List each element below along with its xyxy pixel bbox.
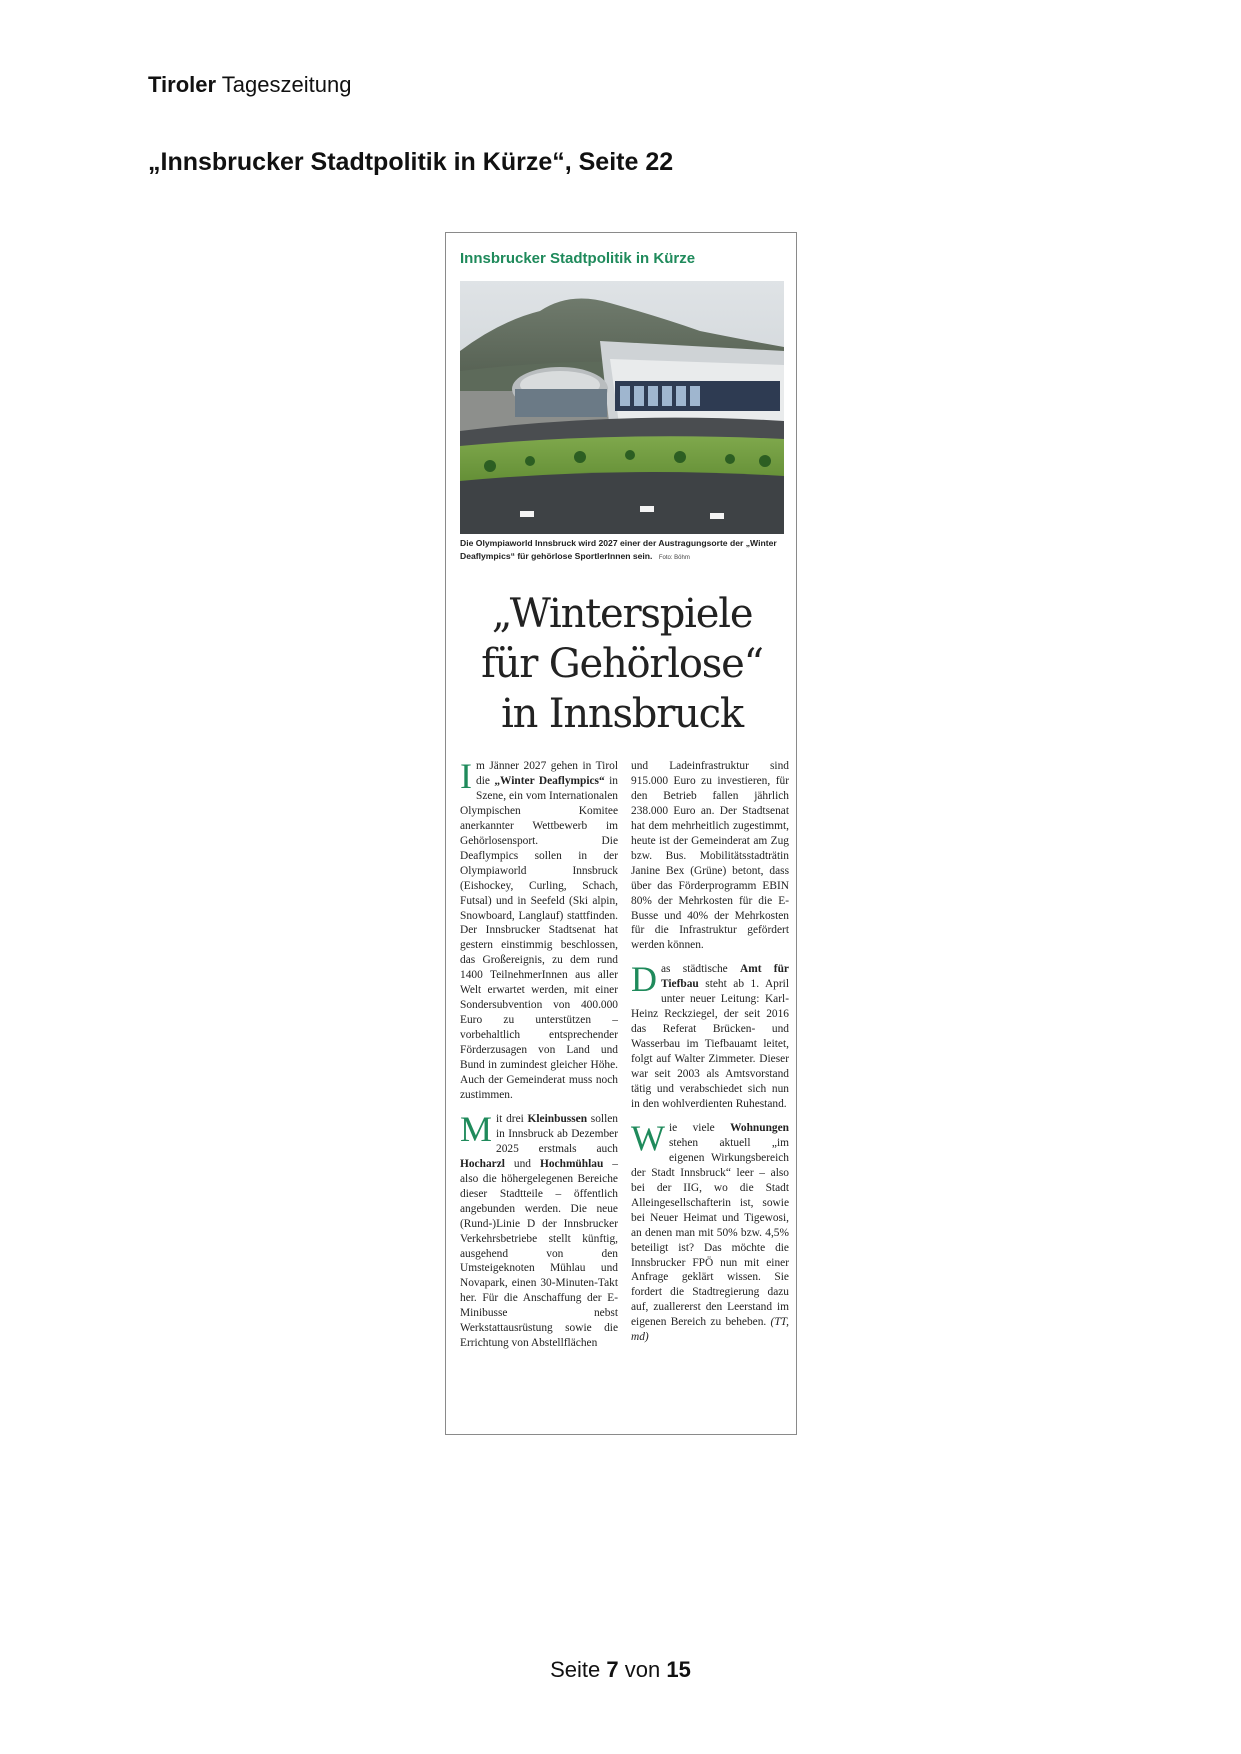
page-number xyxy=(0,1657,1241,1683)
dropcap: I xyxy=(460,756,472,796)
paragraph-bold: „Winter Deaflympics“ xyxy=(494,774,605,787)
newspaper-name-bold: Tiroler xyxy=(148,72,217,97)
author-signature: (TT, md) xyxy=(631,1316,789,1344)
dropcap: M xyxy=(460,1108,493,1149)
headline-line-1: „Winterspiele xyxy=(491,591,753,637)
paragraph-text: ie viele xyxy=(668,1121,731,1134)
paragraph-bold: Hocharzl xyxy=(460,1157,505,1170)
paragraph-text: m Jänner 2027 gehen in Tirol die xyxy=(476,760,618,787)
page-of: von xyxy=(624,1657,661,1682)
paragraph-kleinbusse-continued: und Ladeinfrastruktur sind 915.000 Euro zu investieren, für den Betrieb fallen jährlich 238.000 Euro an. Der Stadtsenat hat dem mehrheitlich zugestimmt, heute ist der Gemeinderat am Zug bzw. Bus. Mobilitätsstadträtin Janine Bex (Grüne) betont, dass über das Förderprogramm EBIN 80% der Mehrkosten für die E-Busse und 40% der Mehrkosten für die Infrastruktur gefördert werden können. xyxy=(631,760,789,952)
current-page: 7 xyxy=(606,1657,619,1682)
paragraph-wohnungen xyxy=(631,1117,789,1345)
paragraph-deaflympics xyxy=(460,756,618,1103)
paragraph-text: it drei xyxy=(496,1112,528,1125)
paragraph-bold: Wohnungen xyxy=(730,1121,789,1134)
paragraph-kleinbusse xyxy=(460,1108,619,1351)
headline-line-3: in Innsbruck xyxy=(501,691,743,737)
photo-credit: Foto: Böhm xyxy=(658,555,690,561)
article-column-right xyxy=(631,759,789,1354)
newspaper-clipping xyxy=(445,232,797,1435)
paragraph-tiefbau xyxy=(631,959,789,1112)
total-pages: 15 xyxy=(666,1657,691,1682)
photo-caption-text: Die Olympiaworld Innsbruck wird 2027 einer der Austragungsorte der „Winter Deaflympics“ für gehörlose SportlerInnen sein. xyxy=(460,538,777,561)
article-headline xyxy=(446,589,798,739)
paragraph-text: steht ab 1. April unter neuer Leitung: Karl-Heinz Reckziegel, der seit 2016 das Referat Brücken- und Wasserbau im Tiefbauamt leitet, folgt auf Walter Zimmeter. Dieser war seit 2003 als Amtsvorstand tätig und verabschiedet sich nun in den wohlverdienten Ruhestand. xyxy=(631,978,789,1110)
paragraph-bold: Kleinbussen xyxy=(527,1112,588,1125)
paragraph-text: in Szene, ein vom Internationalen Olympischen Komitee anerkannter Wettbewerb im Gehörlosensport. Die Deaflympics sollen in der Olympiaworld Innsbruck (Eishockey, Curling, Schach, Futsal) und in Seefeld (Ski alpin, Snowboard, Langlauf) stattfinden. Der Innsbrucker Stadtsenat hat gestern einstimmig beschlossen, das Großereignis, zu dem rund 1400 TeilnehmerInnen aus aller Welt erwartet werden, mit einer Sondersubvention von 400.000 Euro zu unterstützen – vorbehaltlich entsprechender Förderzusagen von Land und Bund in zumindest gleicher Höhe. Auch der Gemeinderat muss noch zustimmen. xyxy=(460,774,618,1101)
clipping-kicker: Innsbrucker Stadtpolitik in Kürze xyxy=(460,250,696,267)
dropcap: D xyxy=(631,959,657,1000)
newspaper-name-rest: Tageszeitung xyxy=(221,72,352,97)
headline-line-2: für Gehörlose“ xyxy=(481,641,763,687)
photo-caption xyxy=(460,537,786,565)
paragraph-bold: Hochmühlau xyxy=(540,1157,604,1170)
olympiaworld-photo xyxy=(460,281,784,534)
paragraph-bold: Amt für Tiefbau xyxy=(661,963,789,991)
newspaper-name xyxy=(148,72,351,98)
dropcap: W xyxy=(631,1117,665,1158)
paragraph-text: und xyxy=(504,1157,540,1170)
paragraph-text: – also die höhergelegenen Bereiche dieser Stadtteile – öffentlich angebunden werden. Die neue (Rund-)Linie D der Innsbrucker Verkehrsbetriebe stellt künftig, ausgehend von den Umsteigeknoten Mühlau und Novapark, einen 30-Minuten-Takt her. Für die Anschaffung der E-Minibusse nebst Werkstattausrüstung sowie die Errichtung von Abstellflächen xyxy=(460,1157,619,1350)
paragraph-text: stehen aktuell „im eigenen Wirkungsbereich der Stadt Innsbruck“ leer – also bei der IIG, wo die Stadt Alleingesellschafterin ist, sowie bei Neuer Heimat und Tigewosi, an denen man mit 50% bzw. 4,5% beteiligt ist? Das möchte die Innsbrucker FPÖ nun mit einer Anfrage geklärt wissen. Sie fordert die Stadtregierung dazu auf, zuallererst den Leerstand im eigenen Bereich zu beheben. xyxy=(631,1136,789,1329)
page-prefix: Seite xyxy=(550,1657,601,1682)
document-title: „Innsbrucker Stadtpolitik in Kürze“, Seite 22 xyxy=(148,148,674,176)
article-column-left xyxy=(460,756,619,1360)
paragraph-text: as städtische xyxy=(661,963,740,976)
paragraph-text: sollen in Innsbruck ab Dezember 2025 erstmals auch xyxy=(496,1112,618,1155)
